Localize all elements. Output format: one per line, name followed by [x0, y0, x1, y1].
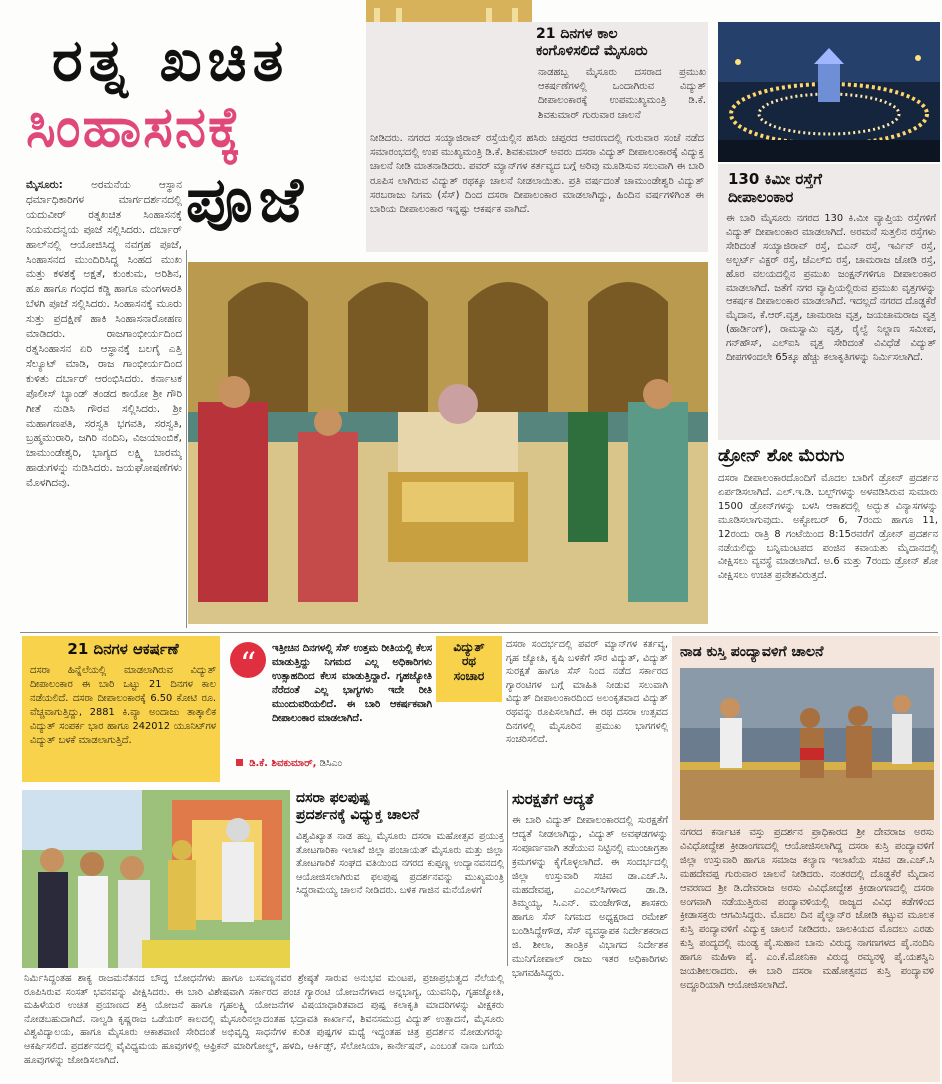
- box-21-days-text: ದಸರಾ ಹಿನ್ನೆಲೆಯಲ್ಲಿ ಮಾಡಲಾಗಿರುವ ವಿದ್ಯುತ್ ದೀಪಾಲಂಕಾರ ಈ ಬಾರಿ ಒಟ್ಟು 21 ದಿನಗಳ ಕಾಲ ನಡೆಯಲಿದೆ. ದಸರಾ ದೀಪಾಲಂಕಾರಕ್ಕೆ 6.50 ಕೋಟಿ ರೂ. ವೆಚ್ಚವಾಗುತ್ತಿದ್ದು, 2881 ಕಿ.ವ್ಯಾ ಅಂದಾಜು ತಾತ್ಕಾಲಿಕ ವಿದ್ಯುತ್ ಸಂಪರ್ಕ ಭಾರ ಹಾಗೂ 242012 ಯೂನಿಟ್‌ಗಳ ವಿದ್ಯುತ್ ಬಳಕೆ ಮಾಡಲಾಗುತ್ತಿದೆ.: [30, 665, 216, 746]
- chariot-title-1: ವಿದ್ಯುತ್: [453, 640, 485, 654]
- quote-bullet-icon: [236, 759, 243, 766]
- chariot-title-2: ರಥ: [461, 654, 477, 669]
- story-flower-bottom-text: ನಿರ್ಮಿಸಿದ್ದಂತಹ ಶಾಕ್ಯ ರಾಜಮನೆತನದ ಬೌದ್ಧ ಬೋಧನೆಗಳು ಹಾಗೂ ಬಸವಣ್ಣನವರ ಶ್ರೇಷ್ಠತೆ ಸಾರುವ ಅನುಭವ ಮಂಟಪ, ಪ್ರಜಾಪ್ರಭುತ್ವದ ನೆಲೆಯಲ್ಲಿ ರೂಪಿಸಿರುವ ಸಂಸತ್ ಭವನವನ್ನು ವೀಕ್ಷಿಸಿದರು. ಈ ಬಾರಿ ವಿಶೇಷವಾಗಿ ಸರ್ಕಾರದ ಪಂಚ ಗ್ಯಾರಂಟಿ ಯೋಜನೆಗಳಾದ ಅನ್ನಭಾಗ್ಯ, ಯುವನಿಧಿ, ಗೃಹಜ್ಯೋತಿ, ಮಹಿಳೆಯರ ಉಚಿತ ಪ್ರಯಾಣದ ಶಕ್ತಿ ಯೋಜನೆ ಹಾಗೂ ಗೃಹಲಕ್ಷ್ಮಿ ಯೋಜನೆಗಳ ವಿಷಯಾಧಾರಿತವಾದ ಪುಷ್ಪ ಕಲಾಕೃತಿ ಮಾದರಿಗಳನ್ನು ವೀಕ್ಷಕರು ನೋಡಬಹುದಾಗಿದೆ. ನಾಲ್ವಡಿ ಕೃಷ್ಣರಾಜ ಒಡೆಯರ್ ಕಾಲದಲ್ಲಿ ಮೈಸೂರಿನಲ್ಲಾದಂತಹ ಭದ್ರಾವತಿ ಕಾರ್ಖಾನೆ, ಶಿವನಸಮುದ್ರ ವಿದ್ಯುತ್ ಉತ್ಪಾದನೆ, ಮೈಸೂರು ವಿಶ್ವವಿದ್ಯಾಲಯ, ಹಾಗೂ ಮೈಸೂರು ಆಕಾಶವಾಣಿ ಸೇರಿದಂತೆ ಅಭಿವೃದ್ಧಿ ಸಾಧನೆಗಳ ಕುರಿತ ಪುಷ್ಪಗಳ ಮಧ್ಯೆ ಇದ್ದಂತಹ ಚಿತ್ರ ಪ್ರದರ್ಶನ ನೋಡುಗರನ್ನು ಆಕರ್ಷಿಸಲಿದೆ. ಪ್ರದರ್ಶನದಲ್ಲಿ ವೈವಿಧ್ಯಮಯ ಹೂವುಗಳಲ್ಲಿ ಆಫ್ರಿಕನ್ ಮಾರಿಗೋಲ್ಡ್, ಹಳದಿ, ಆರ್ಕಿಡ್ಸ್, ಸೆಲೋಸಿಯಾ, ಕಾರ್ನೇಷನ್, ಎಂಬಂತೆ ನಾನಾ ಬಗೆಯ ಹೂವುಗಳನ್ನು ಜೋಡಿಸಲಾಗಿದೆ.: [24, 973, 504, 1066]
- headline-line-3: ಪೂಜೆ: [186, 163, 309, 236]
- throne-puja-photo: [188, 262, 708, 624]
- story-21-days-text: ನೀಡಿದರು. ನಗರದ ಸಯ್ಯಾಜಿರಾವ್ ರಸ್ತೆಯಲ್ಲಿನ ಹಸಿರು ಚಪ್ಪರದ ಆವರಣದಲ್ಲಿ ಗುರುವಾರ ಸಂಜೆ ನಡೆದ ಸಮಾರಂಭದಲ್ಲಿ ಉಪ ಮುಖ್ಯಮಂತ್ರಿ ಡಿ.ಕೆ. ಶಿವಕುಮಾರ್ ಅವರು ದಸರಾ ವಿದ್ಯುತ್ ದೀಪಾಲಂಕಾರಕ್ಕೆ ವಿದ್ಯುಕ್ತ ಚಾಲನೆ ನೀಡಿ ಮಾತನಾಡಿದರು. ಪವರ್ ಮ್ಯಾನ್‌ಗಳ ಕರ್ತವ್ಯದ ಬಗ್ಗೆ ಅರಿವು ಮೂಡಿಸುವ ಸಲುವಾಗಿ ಈ ಬಾರಿ ರೂಪಿಸ ಲಾಗಿರುವ ವಿದ್ಯುತ್ ರಥಕ್ಕೂ ಚಾಲನೆ ನೀಡಲಾಯಿತು. ಪ್ರತಿ ವರ್ಷದಂತೆ ಚಾಮುಂಡೇಶ್ವರಿ ವಿದ್ಯುತ್ ಸರಬರಾಜು ನಿಗಮ (ಸೆಸ್) ದಿಂದ ದಸರಾ ದೀಪಾಲಂಕಾರ ಮಾಡಲಾಗಿದ್ದು, ಹಿಂದಿನ ವರ್ಷಗಳಿಗಿಂತ ಈ ಬಾರಿಯ ದೀಪಾಲಂಕಾರ ಇನ್ನಷ್ಟು ಆಕರ್ಷಕ ವಾಗಿದೆ.: [370, 133, 704, 215]
- chariot-title-box: [436, 636, 502, 702]
- flower-show-photo: [22, 790, 290, 968]
- story-flower-text: ವಿಶ್ವವಿಖ್ಯಾತ ನಾಡ ಹಬ್ಬ ಮೈಸೂರು ದಸರಾ ಮಹೋತ್ಸವ ಪ್ರಯುಕ್ತ ತೋಟಗಾರಿಕಾ ಇಲಾಖೆ ಜಿಲ್ಲಾ ಪಂಚಾಯತ್ ಮೈಸೂರು ಮತ್ತು ಜಿಲ್ಲಾ ತೋಟಗಾರಿಕೆ ಸಂಘದ ವತಿಯಿಂದ ನಗರದ ಕುಪ್ಪಣ್ಣ ಉದ್ಯಾನವನದಲ್ಲಿ ಆಯೋಜಿಸಲಾಗಿರುವ ಫಲಪುಷ್ಪ ಪ್ರದರ್ಶನವನ್ನು ಮುಖ್ಯಮಂತ್ರಿ ಸಿದ್ದರಾಮಯ್ಯ ಚಾಲನೆ ನೀಡಿದರು. ಬಳಿಕ ಗಾಜಿನ ಮನೆಯೊಳಗೆ: [296, 831, 504, 897]
- story-drone-title: ಡ್ರೋನ್ ಶೋ ಮೆರುಗು: [718, 446, 845, 466]
- main-story-lead: ಮೈಸೂರು:: [26, 179, 63, 191]
- story-flower-title-1: ದಸರಾ ಫಲಪುಷ್ಪ: [296, 790, 370, 806]
- story-130km-title-1: 130 ಕಿಮೀ ರಸ್ತೆಗೆ: [728, 170, 822, 188]
- story-safety-title: ಸುರಕ್ಷತೆಗೆ ಆದ್ಯತೆ: [512, 790, 594, 808]
- story-wrestling-text: ನಗರದ ಕರ್ನಾಟಕ ವಸ್ತು ಪ್ರದರ್ಶನ ಪ್ರಾಧಿಕಾರದ ಶ್ರೀ ದೇವರಾಜ ಅರಸು ವಿವಿಧೋದ್ದೇಶ ಕ್ರೀಡಾಂಗಣದಲ್ಲಿ ಆಯೋಜಿಸಲಾಗಿದ್ದ ದಸರಾ ಕುಸ್ತಿ ಪಂದ್ಯಾವಳಿಗೆ ಜಿಲ್ಲಾ ಉಸ್ತುವಾರಿ ಹಾಗೂ ಸಮಾಜ ಕಲ್ಯಾಣ ಇಲಾಖೆಯ ಸಚಿವ ಡಾ.ಎಚ್.ಸಿ ಮಹದೇವಪ್ಪ ಗುರುವಾರ ಚಾಲನೆ ನೀಡಿದರು. ನಂತರದಲ್ಲಿ ದೊಡ್ಡಕೆರೆ ಮೈದಾನ ಆವರಣದ ಶ್ರೀ ಡಿ.ದೇವರಾಜ ಅರಸು ವಿವಿಧೋದ್ದೇಶ ಕ್ರೀಡಾಂಗಣದಲ್ಲಿ ದಸರಾ ಅಂಗವಾಗಿ ನಡೆಯುತ್ತಿರುವ ಪಂದ್ಯಾವಳಿಯಲ್ಲಿ ರಾಜ್ಯದ ವಿವಿಧ ಕಡೆಗಳಿಂದ ಕ್ರೀಡಾಸಕ್ತರು ಆಗಮಿಸಿದ್ದರು. ಮೊದಲ ದಿನ ಪೈಲ್ವಾನ್‌ರ ಜೋಡಿ ಕಟ್ಟುವ ಮೂಲಕ ಕುಸ್ತಿ ಪಂದ್ಯಾವಳಿಗೆ ವಿದ್ಯುಕ್ತ ಚಾಲನೆ ನೀಡಿದರು. ಚಾಲಕಿಯದ ಮೊದಲು ಎರಡು ಕುಸ್ತಿ ಪಂದ್ಯದಲ್ಲಿ ಮಂಡ್ಯ ಪೈ.ಸುಹಾನ ಬಾನು ವಿರುದ್ಧ ನಾಗಣಗಳದ ಪೈ.ನಂದಿನಿ ಹಾಗೂ ಮಹಿಳಾ ಪೈ. ಎಂ.ಕೆ.ಮೋನಿಕಾ ವಿರುದ್ಧ ರಮ್ಯನಳ್ಳಿ ಪೈ.ಯಶಸ್ವಿನಿ ಜಯಶೀಲರಾದರು. ಈ ಬಾರಿ ದಸರಾ ಮಹೋತ್ಸವದ ಕುಸ್ತಿ ಪಂದ್ಯಾವಳಿ ಅದ್ದೂರಿಯಾಗಿ ಆಯೋಜಿಸಲಾಗಿದೆ.: [680, 827, 934, 991]
- story-wrestling-title: ನಾಡ ಕುಸ್ತಿ ಪಂದ್ಯಾವಳಿಗೆ ಚಾಲನೆ: [680, 644, 824, 660]
- story-130km-title: [728, 170, 934, 206]
- story-21-days-title-1: 21 ದಿನಗಳ ಕಾಲ: [536, 26, 618, 42]
- story-drone-text: ದಸರಾ ದೀಪಾಲಂಕಾರದೊಂದಿಗೆ ಮೊದಲ ಬಾರಿಗೆ ಡ್ರೋನ್ ಪ್ರದರ್ಶನ ಏರ್ಪಡಿಸಲಾಗಿದೆ. ಎಲ್.ಇ.ಡಿ. ಬಲ್ಬ್‌ಗಳನ್ನು ಅಳವಡಿಸಿರುವ ಸುಮಾರು 1500 ಡ್ರೋನ್‌ಗಳನ್ನು ಬಳಸಿ ಆಕಾಶದಲ್ಲಿ ಅದ್ಭುತ ವಿನ್ಯಾಸಗಳನ್ನು ಮೂಡಿಸಲಾಗುವುದು. ಅಕ್ಟೋಬರ್ 6, 7ರಂದು ಹಾಗೂ 11, 12ರಂದು ರಾತ್ರಿ 8 ಗಂಟೆಯಿಂದ 8:15ರವರೆಗೆ ಡ್ರೋನ್ ಪ್ರದರ್ಶನ ನಡೆಯಲಿದ್ದು ಬನ್ನಿಮಂಟಪದ ಪಂಜಿನ ಕವಾಯತು ಮೈದಾನದಲ್ಲಿ ವೀಕ್ಷಿಸಲು ವ್ಯವಸ್ಥೆ ಮಾಡಲಾಗಿದೆ. ಅ.6 ಮತ್ತು 7ರಂದು ಡ್ರೋನ್ ಶೋ ವೀಕ್ಷಿಸಲು ಉಚಿತ ಪ್ರವೇಶವಿರುತ್ತದೆ.: [718, 473, 938, 582]
- headline-line-2: ಸಿಂಹಾಸನಕ್ಕೆ: [26, 95, 243, 160]
- quote-author-name: ಡಿ.ಕೆ. ಶಿವಕುಮಾರ್,: [249, 758, 317, 769]
- section-divider: [20, 632, 938, 633]
- column-rule: [186, 250, 187, 628]
- story-chariot-text: ದಸರಾ ಸಂದರ್ಭದಲ್ಲಿ ಪವರ್ ಮ್ಯಾನ್‌ಗಳ ಕರ್ತವ್ಯ, ಗೃಹ ಜ್ಯೋತಿ, ಕೃಷಿ ಬಳಕೆಗೆ ಸೌರ ವಿದ್ಯುತ್, ವಿದ್ಯುತ್ ಸುರಕ್ಷತೆ ಹಾಗೂ ಸೆಸ್ ನಿಂದ ನಡೆದ ಸರ್ಕಾರದ ಗ್ಯಾರಂಟಿಗಳ ಬಗ್ಗೆ ಮಾಹಿತಿ ನೀಡುವ ಸಲುವಾಗಿ ವಿದ್ಯುತ್ ದೀಪಾಲಂಕಾರದಿಂದ ಅಲಂಕೃತವಾದ ವಿದ್ಯುತ್ ರಥವನ್ನು ರೂಪಿಸಲಾಗಿದೆ. ಈ ರಥ ದಸರಾ ಉತ್ಸವದ ದಿನಗಳಲ್ಲಿ ಮೈಸೂರಿನ ಪ್ರಮುಖ ಭಾಗಗಳಲ್ಲಿ ಸಂಚರಿಸಲಿದೆ.: [506, 639, 668, 746]
- box-21-days-title: 21 ದಿನಗಳ ಆಕರ್ಷಣೆ: [67, 640, 179, 658]
- column-rule-2: [507, 790, 508, 966]
- main-story-text: [26, 178, 182, 624]
- quote-text: ಇತ್ತೀಚಿನ ದಿನಗಳಲ್ಲಿ ಸೆಸ್ ಉತ್ತಮ ರೀತಿಯಲ್ಲಿ ಕೆಲಸ ಮಾಡುತ್ತಿದ್ದು ನಿಗಮದ ಎಲ್ಲ ಅಧಿಕಾರಿಗಳು ಉತ್ಸಾಹದಿಂದ ಕೆಲಸ ಮಾಡುತ್ತಿದ್ದಾರೆ. ಗೃಹಜ್ಯೋತಿ ನೆರೆದಂತೆ ಎಲ್ಲ ಭಾಗ್ಯಗಳು ಇದೇ ರೀತಿ ಮುಂದುವರಿಯಲಿದೆ. ಈ ಬಾರಿ ಆಕರ್ಷಕವಾಗಿ ದೀಪಾಲಂಕಾರ ಮಾಡಲಾಗಿದೆ.: [272, 643, 432, 724]
- quote-box: [226, 638, 434, 782]
- chariot-title-3: ಸಂಚಾರ: [453, 668, 485, 683]
- story-safety-text: ಈ ಬಾರಿ ವಿದ್ಯುತ್ ದೀಪಾಲಂಕಾರದಲ್ಲಿ ಸುರಕ್ಷತೆಗೆ ಆದ್ಯತೆ ನೀಡಲಾಗಿದ್ದು, ವಿದ್ಯುತ್ ಅವಘಡಗಳನ್ನು ಸಂಪೂರ್ಣವಾಗಿ ತಡೆಯುವ ನಿಟ್ಟಿನಲ್ಲಿ ಮುಂಜಾಗ್ರತಾ ಕ್ರಮಗಳನ್ನು ಕೈಗೊಳ್ಳಲಾಗಿದೆ. ಈ ಸಂದರ್ಭದಲ್ಲಿ ಜಿಲ್ಲಾ ಉಸ್ತುವಾರಿ ಸಚಿವ ಡಾ.ಎಚ್.ಸಿ. ಮಹದೇವಪ್ಪ, ಎಂಎಲ್‌ಸಿಗಳಾದ ಡಾ.ಡಿ. ತಿಮ್ಮಯ್ಯ, ಸಿ.ಎನ್. ಮಂಜೇಗೌಡ, ಶಾಸಕರು ಹಾಗೂ ಸೆಸ್ ನಿಗಮದ ಅಧ್ಯಕ್ಷರಾದ ರಮೇಶ್ ಬಂಡಿಸಿದ್ದೇಗೌಡ, ಸೆಸ್ ವ್ಯವಸ್ಥಾಪಕ ನಿರ್ದೇಶಕರಾದ ಜಿ. ಶೀಲಾ, ತಾಂತ್ರಿಕ ವಿಭಾಗದ ನಿರ್ದೇಶಕ ಮುನಿಗೋಪಾಲ್ ರಾಜು ಇತರ ಅಧಿಕಾರಿಗಳು ಭಾಗವಹಿಸಿದ್ದರು.: [512, 815, 668, 979]
- quote-icon: “: [230, 642, 266, 678]
- story-21-days-title-2: ಕಂಗೊಳಿಸಲಿದೆ ಮೈಸೂರು: [536, 42, 648, 59]
- headline-line-1: ರತ್ನ ಖಚಿತ: [52, 26, 290, 94]
- story-21-days-intro: ನಾಡಹಬ್ಬ ಮೈಸೂರು ದಸರಾದ ಪ್ರಮುಖ ಆಕರ್ಷಣೆಗಳಲ್ಲಿ ಒಂದಾಗಿರುವ ವಿದ್ಯುತ್ ದೀಪಾಲಂಕಾರಕ್ಕೆ ಉಪಮುಖ್ಯಮಂತ್ರಿ ಡಿ.ಕೆ. ಶಿವಕುಮಾರ್ ಗುರುವಾರ ಚಾಲನೆ: [538, 67, 706, 121]
- story-flower-title-2: ಪ್ರದರ್ಶನಕ್ಕೆ ವಿಧ್ಯುಕ್ತ ಚಾಲನೆ: [296, 806, 420, 823]
- wrestling-photo: [680, 668, 934, 820]
- quote-author-role: ಡಿಸಿಎಂ: [319, 758, 343, 769]
- quote-author: [236, 758, 432, 769]
- main-story-body: ಅರಮನೆಯ ಆಸ್ಥಾನ ಧರ್ಮಾಧಿಕಾರಿಗಳ ಮಾರ್ಗದರ್ಶನದಲ್ಲಿ ಯದುವೀರ್ ರತ್ನಖಚಿತ ಸಿಂಹಾಸನಕ್ಕೆ ನಿಯಮದನ್ವಯ ಪೂಜೆ ಸಲ್ಲಿಸಿದರು. ದರ್ಬಾರ್ ಹಾಲ್‌ನಲ್ಲಿ ಆಯೋಜಿಸಿದ್ದ ನವಗ್ರಹ ಪೂಜೆ, ಸಿಂಹಾಸನದ ಮುಂದಿರಿಸಿದ್ದ ಸಿಂಹದ ಮುಖ ಮತ್ತು ಕಳಶಕ್ಕೆ ಅಕ್ಷತೆ, ಕುಂಕುಮ, ಅರಿಶಿನ, ಹೂ ಹಾಗೂ ಗಂಧದ ಕಡ್ಡಿ ಹಾಗೂ ಮಂಗಳಾರತಿ ಬೆಳಗಿ ಪೂಜೆ ಸಲ್ಲಿಸಿದರು. ಸಿಂಹಾಸನಕ್ಕೆ ಮೂರು ಸುತ್ತು ಪ್ರದಕ್ಷಿಣೆ ಹಾಕಿ ಸಿಂಹಾಸನಾರೋಹಣ ಮಾಡಿದರು. ರಾಜಗಾಂಭೀರ್ಯದಿಂದ ರತ್ನಸಿಂಹಾಸನ ಏರಿ ಆಸ್ಥಾನಕ್ಕೆ ಬಲಗೈ ಎತ್ತಿ ಸೆಲ್ಯೂಟ್ ಮಾಡಿ, ರಾಜ ಗಾಂಭೀರ್ಯದಿಂದ ಕುಳಿತು ದರ್ಬಾರ್ ಆರಂಭಿಸಿದರು. ಕರ್ನಾಟಕ ಪೊಲೀಸ್ ಬ್ಯಾಂಡ್ ತಂಡದ ಕಾಯೋ ಶ್ರೀ ಗೌರಿ ಗೀತೆ ನುಡಿಸಿ ಗೌರವ ಸಲ್ಲಿಸಿದರು. ಶ್ರೀ ಮಹಾಗಣಪತಿ, ಸರಸ್ವತಿ ಭಗವತಿ, ಸರಸ್ವತಿ, ಬ್ರಹ್ಮಮುರಾರಿ, ಜಗಿರಿ ನಂದಿನಿ, ವಿಜಯಾಂಬಿಕೆ, ಚಾಮುಂಡೇಶ್ವರಿ, ಭಾಗ್ಯದ ಲಕ್ಷ್ಮಿ ಬಾರಮ್ಮ ಹಾಡುಗಳನ್ನು ನುಡಿಸಿದರು. ಜಯಘೋಷಣೆಗಳು ಮೊಳಗಿದವು.: [26, 179, 182, 490]
- story-21-days-title: [536, 26, 706, 60]
- illumination-photo: [718, 22, 940, 162]
- story-130km-title-2: ದೀಪಾಲಂಕಾರ: [728, 188, 794, 206]
- story-flower-title: [296, 790, 502, 824]
- story-130km-text: ಈ ಬಾರಿ ಮೈಸೂರು ನಗರದ 130 ಕಿ.ಮೀ ವ್ಯಾಪ್ತಿಯ ರಸ್ತೆಗಳಿಗೆ ವಿದ್ಯುತ್ ದೀಪಾಲಂಕಾರ ಮಾಡಲಾಗಿದೆ. ಅರಮನೆ ಸುತ್ತಲಿನ ರಸ್ತೆಗಳು ಸೇರಿದಂತೆ ಸಯ್ಯಾಜಿರಾವ್ ರಸ್ತೆ, ಬಿಎನ್ ರಸ್ತೆ, ಇರ್ವಿನ್ ರಸ್ತೆ, ಅಲ್ಬರ್ಟ್ ವಿಕ್ಟರ್ ರಸ್ತೆ, ಜೆಎಲ್‌ಬಿ ರಸ್ತೆ, ಚಾಮರಾಜ ಜೋಡಿ ರಸ್ತೆ, ಹೊರ ವಲಯದಲ್ಲಿನ ಪ್ರಮುಖ ಜಂಕ್ಷನ್‌ಗಳಿಗೂ ದೀಪಾಲಂಕಾರ ಮಾಡಲಾಗಿದೆ. ಜತೆಗೆ ನಗರ ವ್ಯಾಪ್ತಿಯಲ್ಲಿರುವ ಪ್ರಮುಖ ವೃತ್ತಗಳನ್ನು ಆಕರ್ಷಕ ದೀಪಾಲಂಕಾರ ಮಾಡಲಾಗಿದೆ. ಇದಲ್ಲದೆ ನಗರದ ದೊಡ್ಡಕೆರೆ ಮೈದಾನ, ಕೆ.ಆರ್.ವೃತ್ತ, ಚಾಮರಾಜ ವೃತ್ತ, ಜಯಚಾಮರಾಜ ವೃತ್ತ (ಹಾರ್ಡಿಂಗ್), ರಾಮಸ್ವಾಮಿ ವೃತ್ತ, ರೈಲ್ವೆ ನಿಲ್ದಾಣ ಸಮೀಪ, ಗನ್‌ಹೌಸ್, ಎಲ್‌ಐಸಿ ವೃತ್ತ ಸೇರಿದಂತೆ ವಿವಿಧೆಡೆ ವಿದ್ಯುತ್ ದೀಪಗಳಿಂದಲೇ 65ಕ್ಕೂ ಹೆಚ್ಚು ಕಲಾಕೃತಿಗಳನ್ನು ನಿರ್ಮಿಸಲಾಗಿದೆ.: [726, 213, 936, 364]
